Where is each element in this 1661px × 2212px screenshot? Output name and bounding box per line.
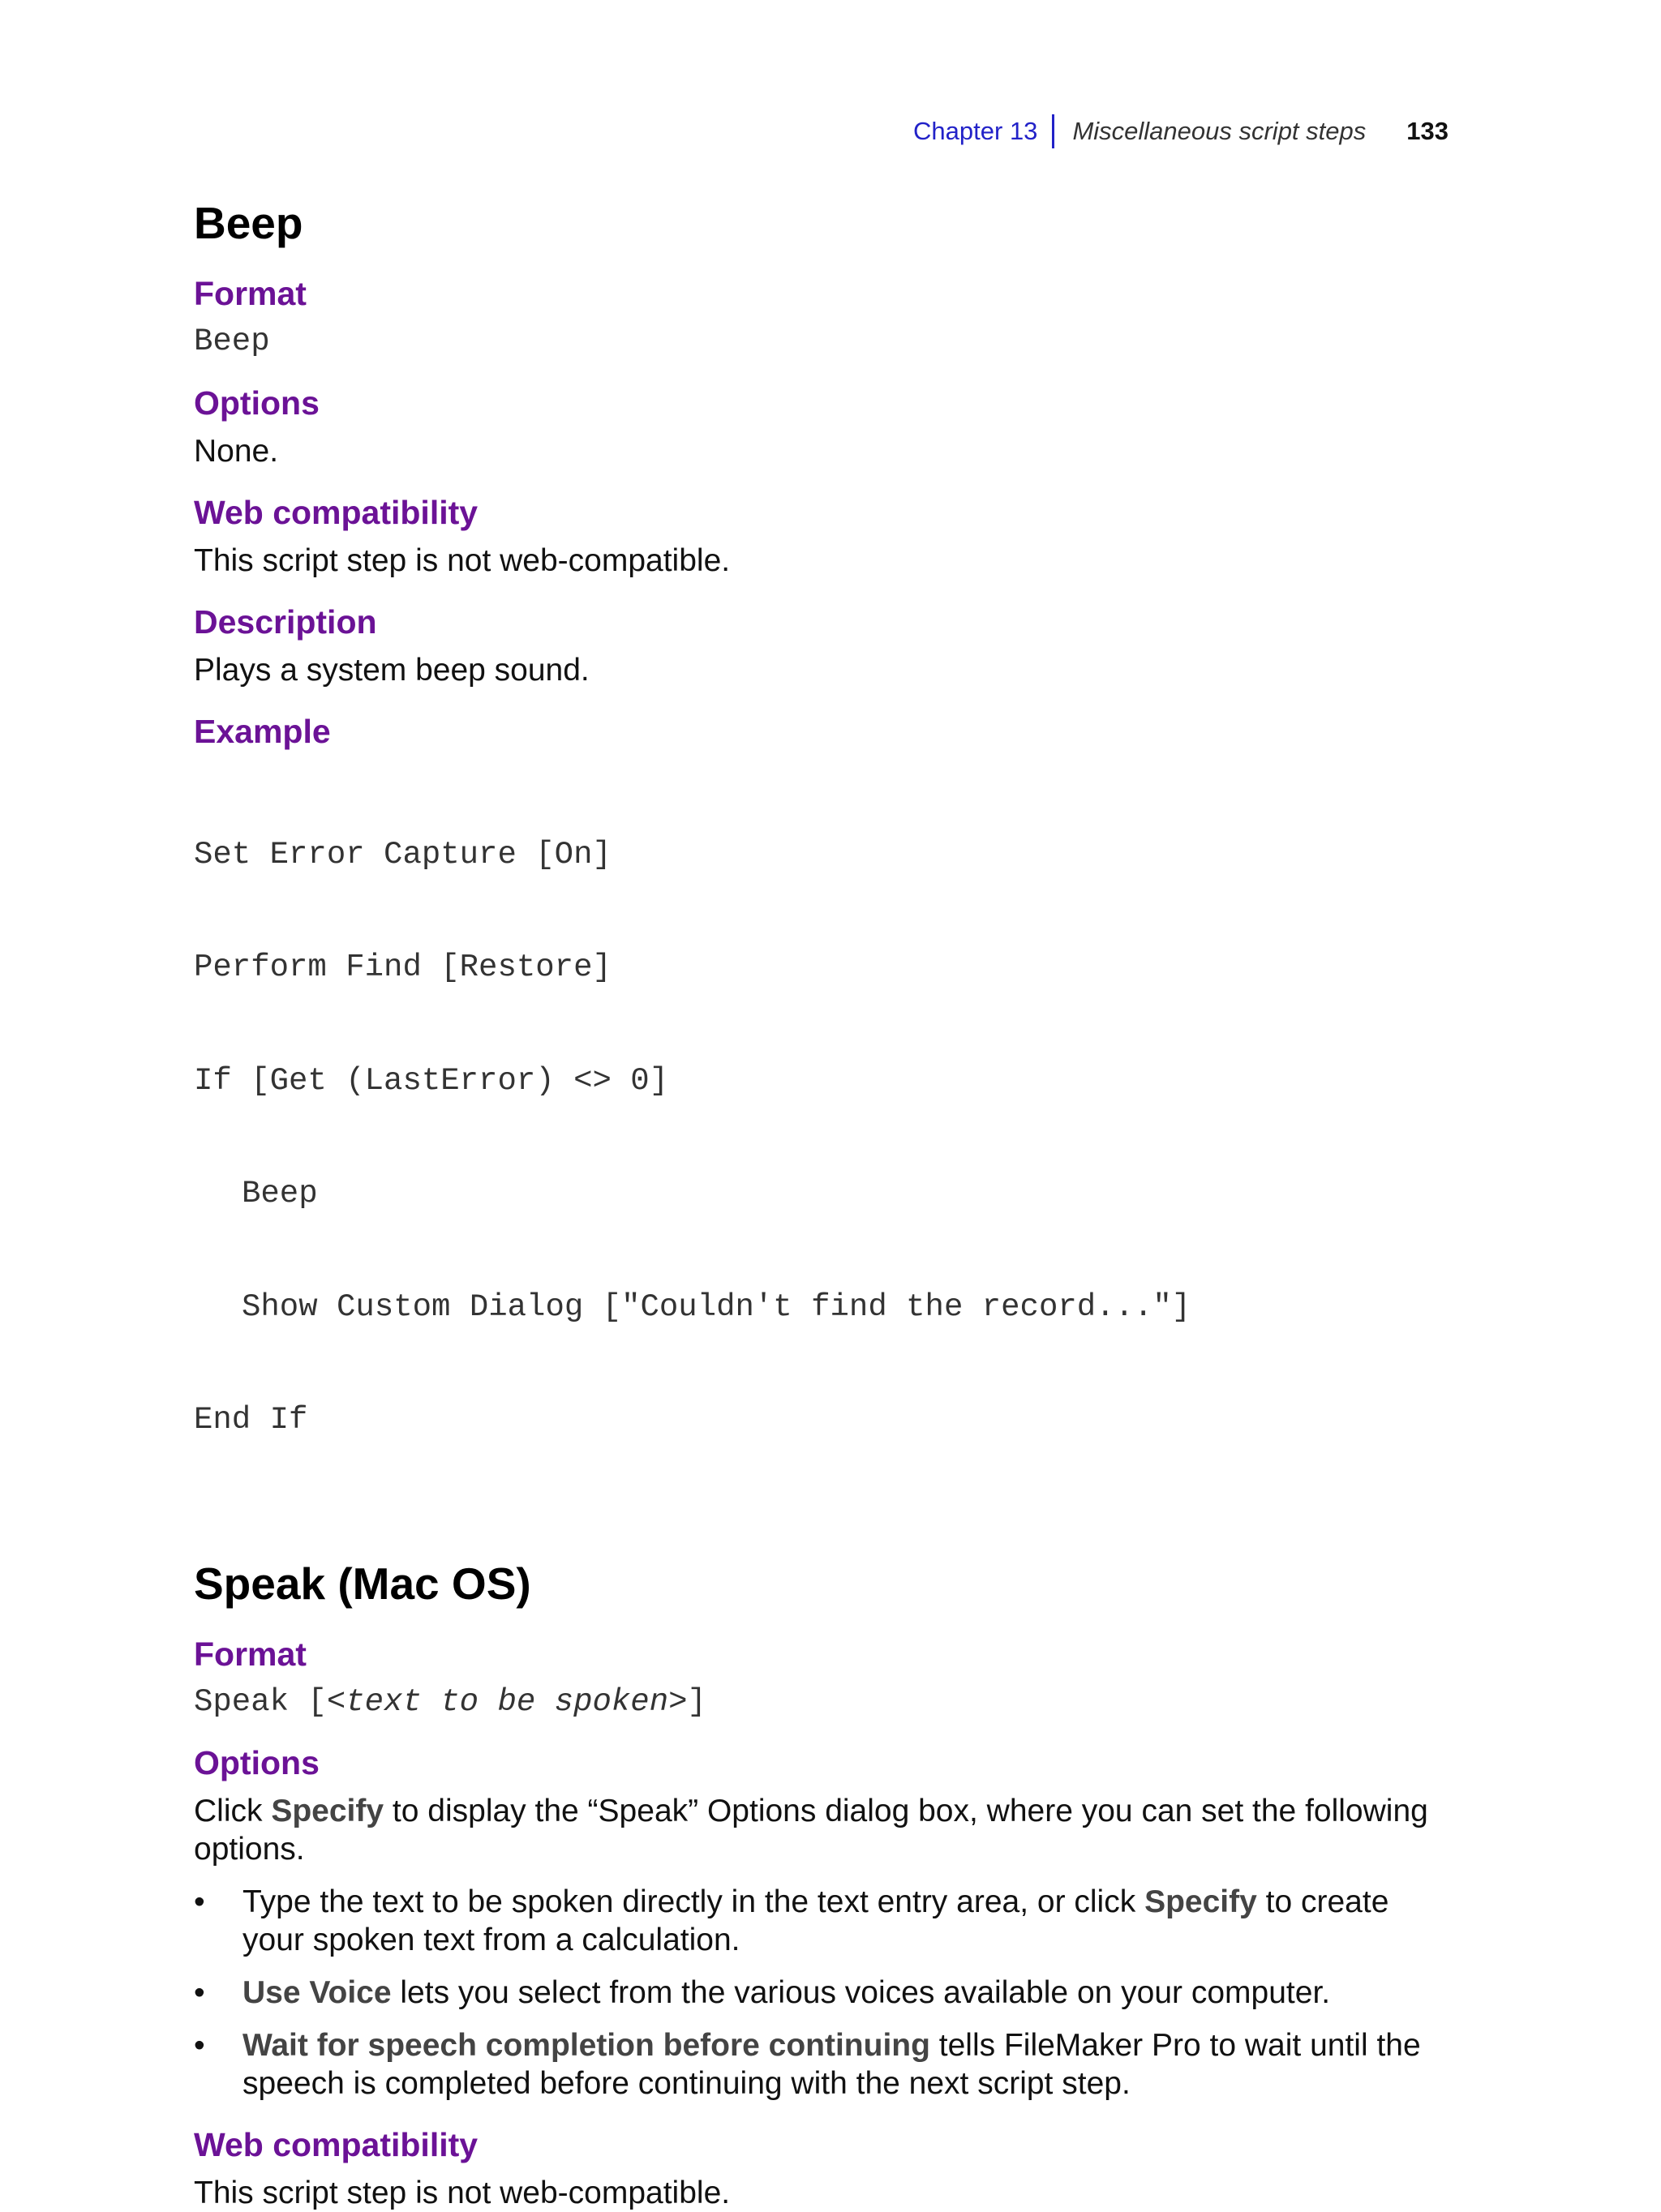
beep-description-text: Plays a system beep sound.	[194, 651, 1459, 689]
speak-format-heading: Format	[194, 1635, 1459, 1674]
text-run: lets you select from the various voices available on your computer.	[392, 1975, 1331, 2010]
speak-options-heading: Options	[194, 1743, 1459, 1782]
code-line: Perform Find [Restore]	[194, 949, 1459, 987]
beep-example-code	[194, 761, 1459, 1515]
chapter-label: Chapter 13	[913, 115, 1037, 148]
list-item	[194, 2026, 1459, 2103]
code-line: End If	[194, 1401, 1459, 1439]
bold-term: Use Voice	[242, 1975, 392, 2010]
speak-title: Speak (Mac OS)	[194, 1557, 1459, 1610]
text-run: to create your spoken text from a calculation.	[242, 1884, 1388, 1957]
speak-options-intro	[194, 1792, 1459, 1868]
beep-options-text: None.	[194, 432, 1459, 470]
bold-term: Wait for speech completion before continuing	[242, 2028, 930, 2063]
code-prefix: Speak [	[194, 1684, 327, 1720]
page-number: 133	[1406, 115, 1449, 148]
code-suffix: ]	[688, 1684, 706, 1720]
beep-format-code: Beep	[194, 323, 1459, 361]
text-run: Type the text to be spoken directly in the text entry area, or click	[242, 1884, 1144, 1919]
code-parameter: <text to be spoken>	[327, 1684, 688, 1720]
beep-web-text: This script step is not web-compatible.	[194, 542, 1459, 580]
speak-web-text: This script step is not web-compatible.	[194, 2174, 1459, 2212]
bullet-marker: •	[194, 1883, 205, 1921]
text-run: tells FileMaker Pro to wait until the speech is completed before continuing with the next script step.	[242, 2028, 1421, 2101]
chapter-title: Miscellaneous script steps	[1072, 115, 1366, 148]
code-line: Set Error Capture [On]	[194, 836, 1459, 874]
beep-web-heading: Web compatibility	[194, 493, 1459, 532]
speak-options-list	[194, 1883, 1459, 2103]
code-line: Show Custom Dialog ["Couldn't find the record..."]	[194, 1288, 1459, 1327]
beep-format-heading: Format	[194, 274, 1459, 313]
text-run: to display the “Speak” Options dialog box, where you can set the following options.	[194, 1794, 1428, 1867]
bullet-marker: •	[194, 1974, 205, 2012]
speak-format-code	[194, 1683, 1459, 1721]
running-header	[913, 114, 1449, 148]
speak-section	[194, 1557, 1459, 2212]
beep-title: Beep	[194, 196, 1459, 250]
speak-web-heading: Web compatibility	[194, 2125, 1459, 2164]
header-divider	[1052, 114, 1054, 148]
beep-section	[194, 196, 1459, 1515]
beep-example-heading: Example	[194, 712, 1459, 751]
bullet-marker: •	[194, 2026, 205, 2064]
beep-options-heading: Options	[194, 384, 1459, 422]
page-content	[194, 196, 1459, 2212]
bold-term: Specify	[1144, 1884, 1257, 1919]
list-item	[194, 1883, 1459, 1959]
specify-term: Specify	[271, 1794, 384, 1828]
text-run: Click	[194, 1794, 271, 1828]
code-line: If [Get (LastError) <> 0]	[194, 1062, 1459, 1100]
beep-description-heading: Description	[194, 602, 1459, 641]
code-line: Beep	[194, 1175, 1459, 1213]
list-item	[194, 1974, 1459, 2012]
